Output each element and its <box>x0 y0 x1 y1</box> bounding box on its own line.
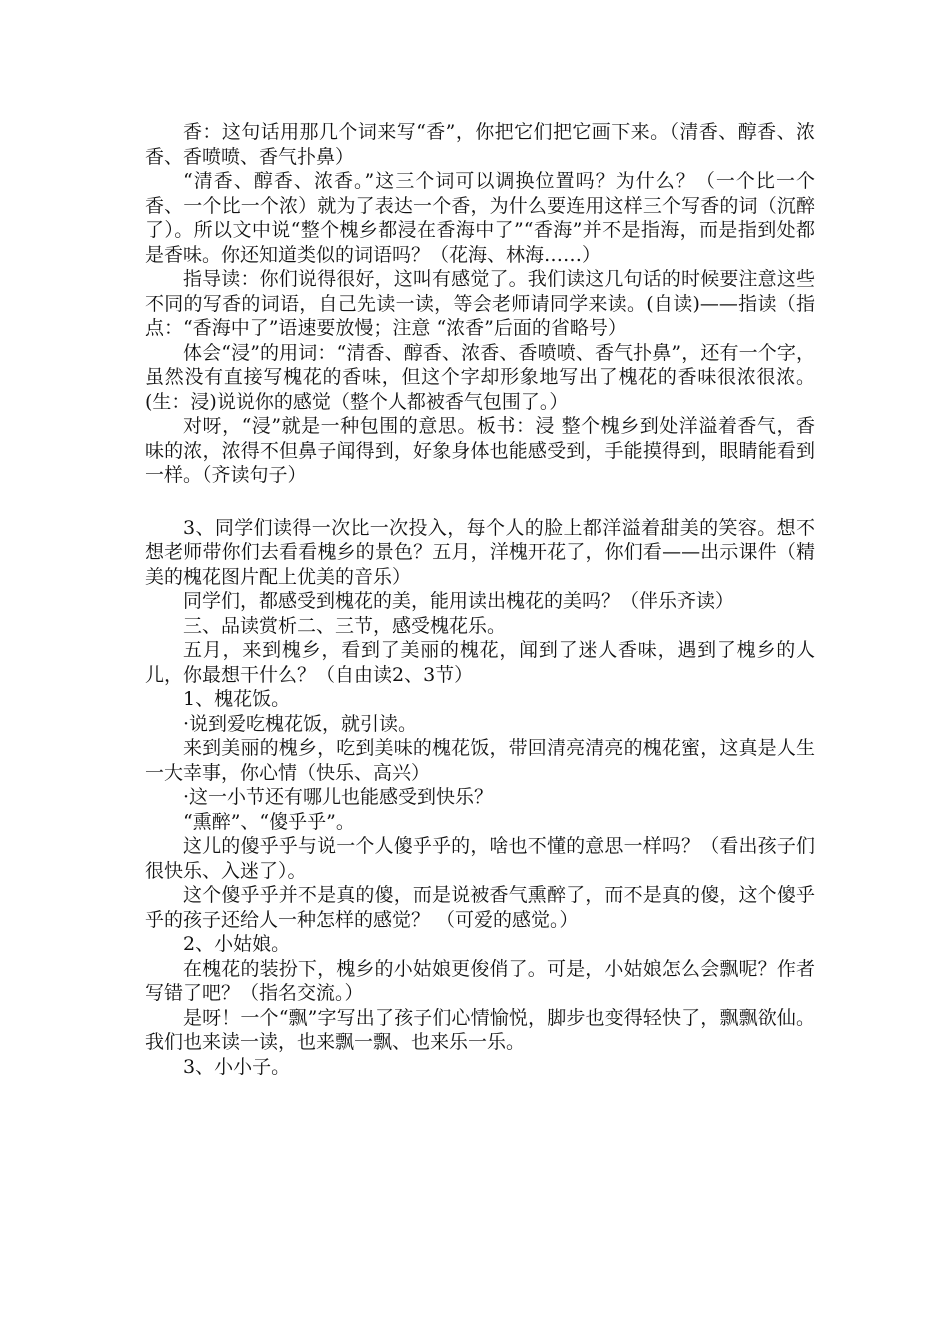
paragraph: 体会“浸”的用词：“清香、醇香、浓香、香喷喷、香气扑鼻”，还有一个字，虽然没有直接写槐花的香味，但这个字却形象地写出了槐花的香味很浓很浓。(生：浸)说说你的感觉（整个人都被香气包围了。） <box>145 341 815 413</box>
paragraph: 这个傻乎乎并不是真的傻，而是说被香气熏醉了，而不是真的傻，这个傻乎乎的孩子还给人一种怎样的感觉？ （可爱的感觉。） <box>145 884 815 931</box>
paragraph: 香：这句话用那几个词来写“香”，你把它们把它画下来。（清香、醇香、浓香、香喷喷、香气扑鼻） <box>145 121 815 168</box>
bullet-item: ·说到爱吃槐花饭，就引读。 <box>183 712 418 735</box>
paragraph: 是呀！一个“飘”字写出了孩子们心情愉悦，脚步也变得轻快了，飘飘欲仙。我们也来读一读，也来飘一飘、也来乐一乐。 <box>145 1006 815 1053</box>
document-body <box>145 120 815 1079</box>
paragraph: 来到美丽的槐乡，吃到美味的槐花饭，带回清亮清亮的槐花蜜，这真是人生一大幸事，你心情（快乐、高兴） <box>145 737 815 784</box>
subheading: 3、小小子。 <box>183 1055 291 1078</box>
paragraph: “清香、醇香、浓香。”这三个词可以调换位置吗？为什么？（一个比一个香、一个比一个浓）就为了表达一个香，为什么要连用这样三个写香的词（沉醉了）。所以文中说“整个槐乡都浸在香海中了”“香海”并不是指海，而是指到处都是香味。你还知道类似的词语吗？（花海、林海……） <box>145 170 815 266</box>
paragraph: 3、同学们读得一次比一次投入，每个人的脸上都洋溢着甜美的笑容。想不想老师带你们去看看槐乡的景色？五月，洋槐开花了，你们看——出示课件（精美的槐花图片配上优美的音乐） <box>145 516 815 588</box>
paragraph: 同学们，都感受到槐花的美，能用读出槐花的美吗？（伴乐齐读） <box>183 590 735 612</box>
blank-line <box>145 488 815 516</box>
subheading: 1、槐花饭。 <box>183 688 291 710</box>
paragraph: 对呀，“浸”就是一种包围的意思。板书：浸 整个槐乡到处洋溢着香气，香味的浓，浓得不但鼻子闻得到，好象身体也能感受到，手能摸得到，眼睛能看到一样。（齐读句子） <box>145 415 815 486</box>
section-heading: 三、品读赏析二、三节，感受槐花乐。 <box>183 614 507 637</box>
paragraph: 这儿的傻乎乎与说一个人傻乎乎的，啥也不懂的意思一样吗？（看出孩子们很快乐、入迷了）。 <box>145 835 815 882</box>
paragraph: 在槐花的装扮下，槐乡的小姑娘更俊俏了。可是，小姑娘怎么会飘呢？作者写错了吧？（指名交流。） <box>145 957 815 1004</box>
subheading: 2、小姑娘。 <box>183 933 291 955</box>
bullet-item: ·这一小节还有哪儿也能感受到快乐？ <box>183 786 494 808</box>
paragraph: 指导读：你们说得很好，这叫有感觉了。我们读这几句话的时候要注意这些不同的写香的词语，自己先读一读，等会老师请同学来读。(自读)——指读（指点：“香海中了”语速要放慢；注意 “浓香”后面的省略号） <box>145 268 815 339</box>
paragraph: “熏醉”、“傻乎乎”。 <box>183 810 355 833</box>
paragraph: 五月，来到槐乡，看到了美丽的槐花，闻到了迷人香味，遇到了槐乡的人儿，你最想干什么？（自由读2、3节） <box>145 639 815 686</box>
